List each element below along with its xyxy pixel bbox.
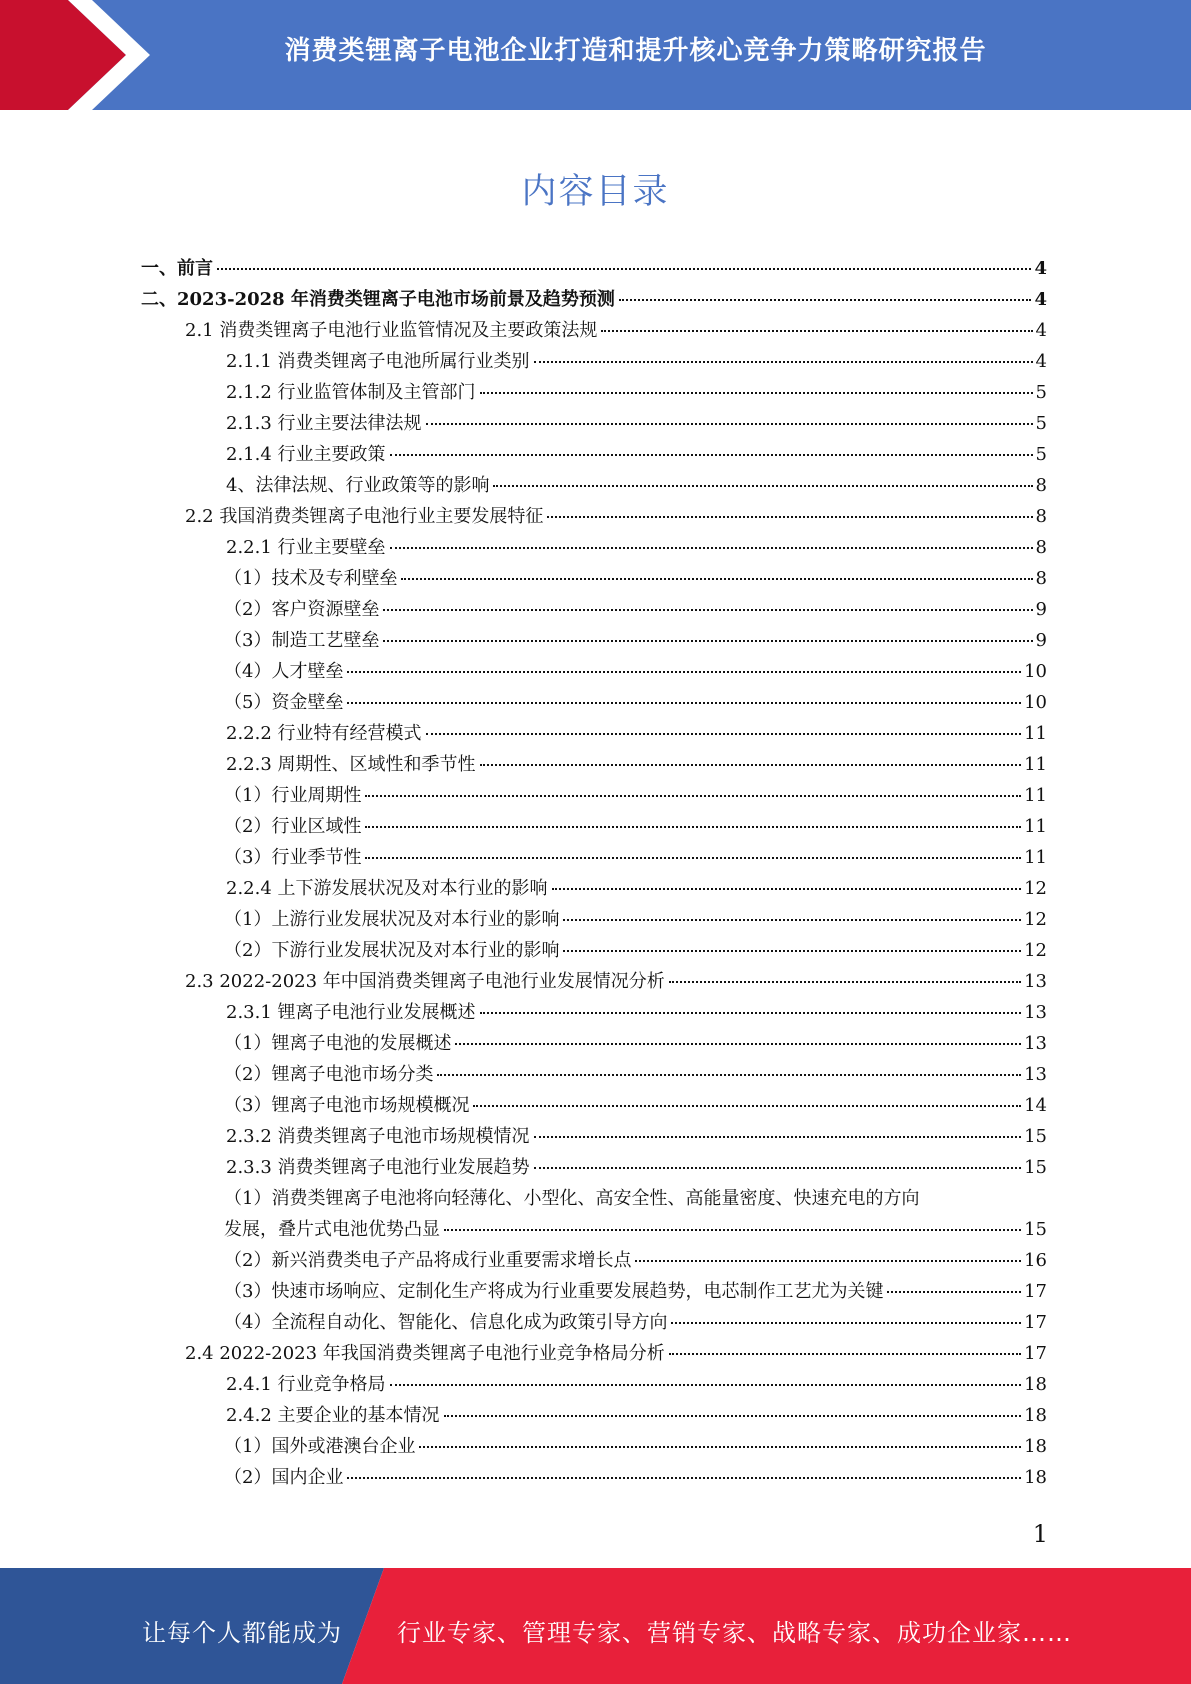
toc-entry[interactable]: 2.1 消费类锂离子电池行业监管情况及主要政策法规 4 — [185, 320, 1047, 341]
toc-entry[interactable]: 4、法律法规、行业政策等的影响 8 — [226, 475, 1047, 496]
toc-entry[interactable]: （1）上游行业发展状况及对本行业的影响 12 — [224, 909, 1047, 930]
toc-heading: 内容目录 — [521, 172, 670, 212]
toc-entry[interactable]: 一、前言 4 — [141, 258, 1047, 279]
toc-entry[interactable]: （1）技术及专利壁垒 8 — [224, 568, 1047, 589]
toc-entry[interactable]: （3）锂离子电池市场规模概况 14 — [224, 1095, 1047, 1116]
toc-entry[interactable]: 2.1.1 消费类锂离子电池所属行业类别 4 — [226, 351, 1047, 372]
toc-entry[interactable]: （1）锂离子电池的发展概述 13 — [224, 1033, 1047, 1054]
page-number: 1 — [1032, 1520, 1048, 1548]
toc-entry[interactable]: 2.2.3 周期性、区域性和季节性 11 — [226, 754, 1047, 775]
toc-entry[interactable]: （3）制造工艺壁垒 9 — [224, 630, 1047, 651]
toc-entry[interactable]: （2）下游行业发展状况及对本行业的影响 12 — [224, 940, 1047, 961]
toc-entry[interactable]: 2.2 我国消费类锂离子电池行业主要发展特征 8 — [185, 506, 1047, 527]
toc-entry[interactable]: 2.3 2022-2023 年中国消费类锂离子电池行业发展情况分析 13 — [185, 971, 1047, 992]
toc-entry[interactable]: 发展，叠片式电池优势凸显 15 — [224, 1219, 1047, 1240]
toc-entry[interactable]: 2.4 2022-2023 年我国消费类锂离子电池行业竞争格局分析 17 — [185, 1343, 1047, 1364]
toc-entry[interactable]: （4）人才壁垒 10 — [224, 661, 1047, 682]
toc-entry[interactable]: （2）国内企业 18 — [224, 1467, 1047, 1488]
toc-entry[interactable]: （4）全流程自动化、智能化、信息化成为政策引导方向 17 — [224, 1312, 1047, 1333]
toc-entry[interactable]: 2.3.1 锂离子电池行业发展概述 13 — [226, 1002, 1047, 1023]
report-title: 消费类锂离子电池企业打造和提升核心竞争力策略研究报告 — [284, 36, 987, 66]
toc-entry[interactable]: 2.4.1 行业竞争格局 18 — [226, 1374, 1047, 1395]
toc-entry[interactable]: 2.2.1 行业主要壁垒 8 — [226, 537, 1047, 558]
toc-entry[interactable]: 2.1.4 行业主要政策 5 — [226, 444, 1047, 465]
toc-entry[interactable]: （2）新兴消费类电子产品将成行业重要需求增长点 16 — [224, 1250, 1047, 1271]
toc-entry[interactable]: （2）客户资源壁垒 9 — [224, 599, 1047, 620]
toc-entry[interactable]: 2.3.2 消费类锂离子电池市场规模情况 15 — [226, 1126, 1047, 1147]
toc-entry[interactable]: （1）消费类锂离子电池将向轻薄化、小型化、高安全性、高能量密度、快速充电的方向 — [224, 1188, 920, 1209]
header-arrow-icon — [0, 0, 160, 110]
toc-entry[interactable]: （2）行业区域性 11 — [224, 816, 1047, 837]
footer-slogan-right: 行业专家、管理专家、营销专家、战略专家、成功企业家…… — [397, 1619, 1072, 1647]
header-banner — [0, 0, 1191, 110]
toc-entry[interactable]: 二、2023-2028 年消费类锂离子电池市场前景及趋势预测 4 — [141, 289, 1047, 310]
toc-entry[interactable]: 2.1.3 行业主要法律法规 5 — [226, 413, 1047, 434]
toc-entry[interactable]: 2.3.3 消费类锂离子电池行业发展趋势 15 — [226, 1157, 1047, 1178]
toc-entry[interactable]: 2.4.2 主要企业的基本情况 18 — [226, 1405, 1047, 1426]
toc-entry[interactable]: （3）快速市场响应、定制化生产将成为行业重要发展趋势，电芯制作工艺尤为关键 17 — [224, 1281, 1047, 1302]
toc-entry[interactable]: （3）行业季节性 11 — [224, 847, 1047, 868]
toc-entry[interactable]: （5）资金壁垒 10 — [224, 692, 1047, 713]
toc-entry[interactable]: 2.1.2 行业监管体制及主管部门 5 — [226, 382, 1047, 403]
toc-entry[interactable]: 2.2.2 行业特有经营模式 11 — [226, 723, 1047, 744]
footer-slogan-left: 让每个人都能成为 — [142, 1619, 342, 1647]
toc-entry[interactable]: 2.2.4 上下游发展状况及对本行业的影响 12 — [226, 878, 1047, 899]
toc-entry[interactable]: （1）国外或港澳台企业 18 — [224, 1436, 1047, 1457]
footer-banner — [0, 1568, 1191, 1684]
toc-entry[interactable]: （2）锂离子电池市场分类 13 — [224, 1064, 1047, 1085]
toc-entry[interactable]: （1）行业周期性 11 — [224, 785, 1047, 806]
